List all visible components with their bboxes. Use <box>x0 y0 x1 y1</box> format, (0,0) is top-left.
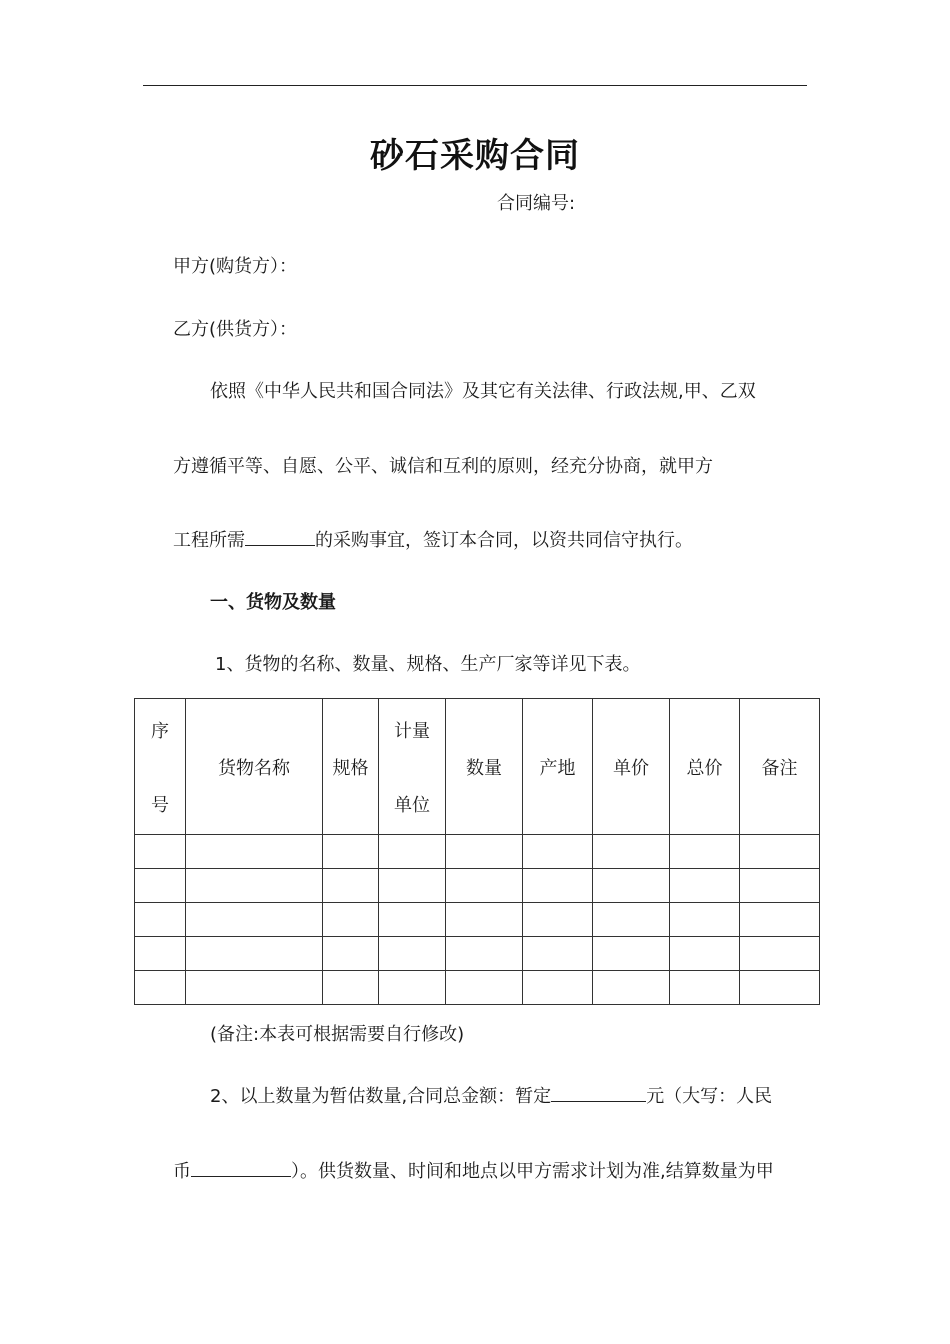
clause-2-line-1-end: 元（大写：人民 <box>646 1086 773 1107</box>
table-cell[interactable] <box>446 971 523 1005</box>
table-cell[interactable] <box>670 869 740 903</box>
table-cell[interactable] <box>186 835 323 869</box>
clause-2-line-1-start: 2、以上数量为暂估数量,合同总金额：暂定 <box>210 1086 552 1107</box>
table-row <box>135 869 820 903</box>
table-cell[interactable] <box>379 971 446 1005</box>
table-cell[interactable] <box>740 971 820 1005</box>
table-row <box>135 937 820 971</box>
table-cell[interactable] <box>670 937 740 971</box>
table-cell[interactable] <box>593 835 670 869</box>
item-1-text: 1、货物的名称、数量、规格、生产厂家等详见下表。 <box>215 654 641 675</box>
table-cell[interactable] <box>740 903 820 937</box>
header-seq <box>135 699 186 835</box>
clause-2-line-2-end: ）。供货数量、时间和地点以甲方需求计划为准,结算数量为甲 <box>291 1161 774 1182</box>
table-cell[interactable] <box>593 971 670 1005</box>
table-note: (备注:本表可根据需要自行修改) <box>210 1024 465 1045</box>
table-cell[interactable] <box>379 835 446 869</box>
project-blank[interactable] <box>245 527 315 546</box>
amount-in-words-blank[interactable] <box>191 1158 291 1177</box>
table-cell[interactable] <box>523 903 593 937</box>
table-cell[interactable] <box>135 971 186 1005</box>
table-cell[interactable] <box>446 937 523 971</box>
table-cell[interactable] <box>446 835 523 869</box>
table-cell[interactable] <box>379 903 446 937</box>
section-1-heading: 一、货物及数量 <box>210 592 336 613</box>
contract-number-label: 合同编号: <box>497 193 576 214</box>
table-cell[interactable] <box>135 903 186 937</box>
preamble-line-2: 方遵循平等、自愿、公平、诚信和互利的原则，经充分协商，就甲方 <box>173 456 713 477</box>
table-cell[interactable] <box>186 903 323 937</box>
party-a-label: 甲方(购货方）： <box>173 256 298 277</box>
table-cell[interactable] <box>523 937 593 971</box>
table-cell[interactable] <box>323 903 379 937</box>
document-title: 砂石采购合同 <box>370 136 580 176</box>
table-cell[interactable] <box>740 937 820 971</box>
table-cell[interactable] <box>593 869 670 903</box>
table-cell[interactable] <box>186 971 323 1005</box>
header-unit-bottom: 单位 <box>394 794 430 816</box>
header-total-price: 总价 <box>670 699 740 835</box>
table-cell[interactable] <box>186 937 323 971</box>
table-cell[interactable] <box>523 971 593 1005</box>
table-cell[interactable] <box>740 835 820 869</box>
header-quantity: 数量 <box>446 699 523 835</box>
table-cell[interactable] <box>135 937 186 971</box>
clause-2-line-1 <box>210 1082 772 1108</box>
clause-2-line-2-start: 币 <box>173 1161 191 1182</box>
header-rule <box>143 85 807 86</box>
preamble-line-3-end: 的采购事宜，签订本合同，以资共同信守执行。 <box>315 530 693 551</box>
table-cell[interactable] <box>135 835 186 869</box>
table-row <box>135 903 820 937</box>
table-cell[interactable] <box>446 869 523 903</box>
table-cell[interactable] <box>523 835 593 869</box>
table-cell[interactable] <box>135 869 186 903</box>
header-remark: 备注 <box>740 699 820 835</box>
amount-blank[interactable] <box>551 1083 646 1102</box>
table-cell[interactable] <box>670 835 740 869</box>
goods-table <box>134 698 820 1005</box>
table-cell[interactable] <box>523 869 593 903</box>
table-cell[interactable] <box>593 937 670 971</box>
header-spec: 规格 <box>323 699 379 835</box>
header-goods-name: 货物名称 <box>186 699 323 835</box>
preamble-line-1: 依照《中华人民共和国合同法》及其它有关法律、行政法规,甲、乙双 <box>210 381 756 402</box>
table-cell[interactable] <box>670 903 740 937</box>
table-cell[interactable] <box>740 869 820 903</box>
table-cell[interactable] <box>670 971 740 1005</box>
header-seq-top: 序 <box>151 720 169 742</box>
header-unit <box>379 699 446 835</box>
goods-table-header-row <box>135 699 820 835</box>
table-row <box>135 835 820 869</box>
table-cell[interactable] <box>379 937 446 971</box>
goods-table-body <box>135 835 820 1005</box>
table-cell[interactable] <box>323 835 379 869</box>
header-unit-price: 单价 <box>593 699 670 835</box>
header-unit-top: 计量 <box>394 720 430 742</box>
table-cell[interactable] <box>186 869 323 903</box>
clause-2-line-2 <box>173 1157 774 1183</box>
table-cell[interactable] <box>593 903 670 937</box>
table-cell[interactable] <box>323 869 379 903</box>
preamble-line-3-start: 工程所需 <box>173 530 245 551</box>
table-row <box>135 971 820 1005</box>
table-cell[interactable] <box>323 937 379 971</box>
table-cell[interactable] <box>323 971 379 1005</box>
table-cell[interactable] <box>379 869 446 903</box>
preamble-line-3 <box>173 526 693 552</box>
header-origin: 产地 <box>523 699 593 835</box>
header-seq-bottom: 号 <box>151 794 169 816</box>
party-b-label: 乙方(供货方）： <box>173 319 298 340</box>
table-cell[interactable] <box>446 903 523 937</box>
